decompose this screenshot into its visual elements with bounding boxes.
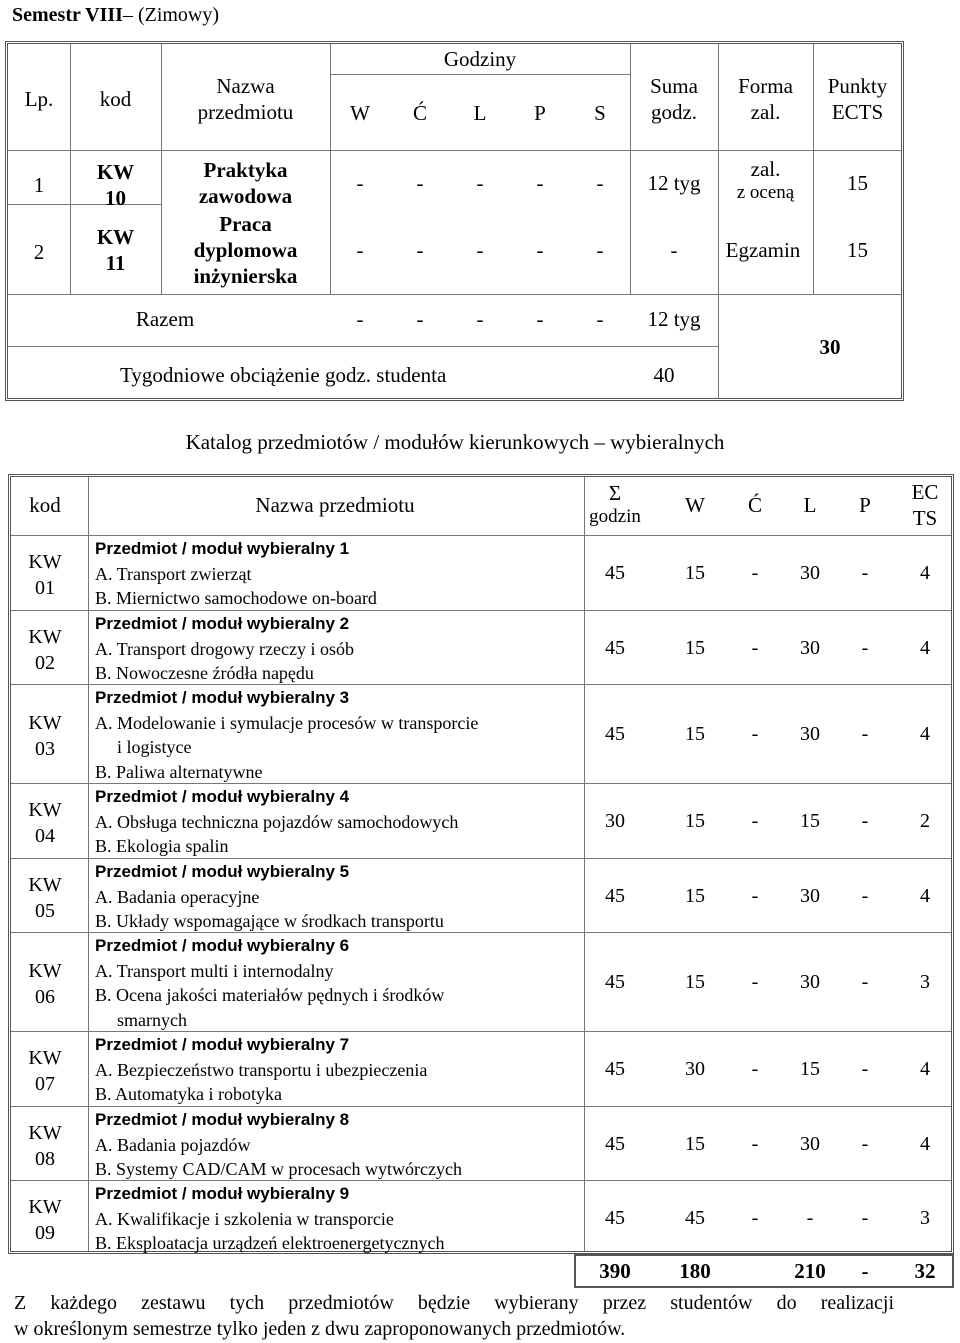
module-option: B. Eksploatacja urządzeń elektroenergetycznych [95, 1233, 445, 1253]
razem-label: Razem [135, 307, 195, 331]
cat-row-sum: 30 [605, 809, 625, 832]
row2-ects: 15 [847, 238, 868, 262]
cat-row-l: 30 [800, 561, 820, 584]
module-option: B. Systemy CAD/CAM w procesach wytwórczych [95, 1159, 462, 1179]
cat-row-w: 15 [685, 884, 705, 907]
module-heading: Przedmiot / moduł wybieralny 8 [95, 1110, 350, 1129]
cat-row-p: - [861, 636, 869, 659]
ects-total: 30 [819, 335, 841, 359]
cat-row-sum: 45 [605, 884, 625, 907]
cat-row-ects: 3 [920, 971, 930, 993]
cat-row-c: - [751, 723, 759, 745]
row2-p: - [536, 238, 544, 262]
tygodniowe-label: Tygodniowe obciążenie godz. studenta [120, 363, 447, 387]
cat-row-names [95, 537, 377, 611]
cat-row-p: - [861, 971, 869, 993]
header-l: L [473, 101, 487, 125]
cat-row-c: - [751, 884, 759, 907]
cat-row-sum: 45 [605, 723, 625, 745]
cat-row-ects: 4 [920, 636, 930, 659]
row1-l: - [476, 171, 484, 195]
cat-row-l: 15 [800, 809, 820, 832]
razem-p: - [536, 307, 544, 331]
module-heading: Przedmiot / moduł wybieralny 3 [95, 688, 350, 707]
row2-c: - [416, 238, 424, 262]
cat-row-w: 15 [685, 1132, 705, 1155]
cat-row-p: - [861, 1206, 869, 1229]
row2-s: - [596, 238, 604, 262]
cat-row-w: 15 [685, 971, 705, 993]
header-p: P [534, 101, 546, 125]
cat-row-c: - [751, 1206, 759, 1229]
cat-row-kod: KW 09 [28, 1195, 62, 1244]
cat-row-names [95, 686, 478, 784]
module-heading: Przedmiot / moduł wybieralny 7 [95, 1035, 350, 1054]
cat-row-ects: 3 [920, 1206, 930, 1229]
row2-forma: Egzamin [725, 238, 801, 262]
cat-row-ects: 4 [920, 884, 930, 907]
module-heading: Przedmiot / moduł wybieralny 9 [95, 1184, 350, 1203]
cat-row-names [95, 1033, 427, 1107]
module-option: A. Transport zwierząt [95, 563, 252, 584]
cat-header-sum: Σ godzin [589, 481, 641, 527]
header-s: S [594, 101, 606, 125]
cat-row-names [95, 785, 458, 859]
cat-row-kod: KW 01 [28, 550, 62, 599]
cat-row-w: 15 [685, 723, 705, 745]
module-option: A. Badania operacyjne [95, 886, 260, 907]
cat-row-w: 15 [685, 561, 705, 584]
row1-ects: 15 [847, 171, 868, 195]
cat-header-ects: EC TS [911, 480, 939, 530]
cat-row-ects: 2 [920, 809, 930, 832]
module-option: A. Transport multi i internodalny [95, 960, 334, 981]
cat-row-ects: 4 [920, 1057, 930, 1080]
cat-row-p: - [861, 1132, 869, 1155]
total-l: 210 [794, 1259, 826, 1283]
cat-row-names [95, 934, 444, 1032]
cat-header-nazwa: Nazwa przedmiotu [255, 493, 415, 517]
cat-row-w: 15 [685, 636, 705, 659]
row1-nazwa: Praktyka zawodowa [198, 157, 293, 208]
module-option: smarnych [117, 1009, 187, 1030]
footnote: Z każdego zestawu tych przedmiotów będzie wybierany przez studentów do realizacji w określonym semestrze tylko jeden z dwu zaproponowanych przedmiotów. [14, 1292, 894, 1340]
cat-row-l: 30 [800, 971, 820, 993]
total-ects: 32 [914, 1259, 936, 1283]
cat-row-sum: 45 [605, 1057, 625, 1080]
module-option: A. Obsługa techniczna pojazdów samochodowych [95, 811, 459, 832]
cat-row-sum: 45 [605, 971, 625, 993]
row1-c: - [416, 171, 424, 195]
cat-row-names [95, 860, 444, 934]
cat-row-c: - [751, 636, 759, 659]
total-sum: 390 [599, 1259, 631, 1283]
module-heading: Przedmiot / moduł wybieralny 2 [95, 614, 350, 633]
cat-row-c: - [751, 1132, 759, 1155]
page-title: Semestr VIII– (Zimowy) [12, 4, 220, 26]
module-option: B. Miernictwo samochodowe on-board [95, 588, 377, 608]
row2-w: - [356, 238, 364, 262]
module-option: B. Paliwa alternatywne [95, 761, 263, 782]
cat-row-ects: 4 [920, 1132, 930, 1155]
razem-s: - [596, 307, 604, 331]
cat-row-l: 15 [800, 1057, 820, 1080]
cat-header-w: W [685, 493, 705, 517]
module-option: B. Układy wspomagające w środkach transportu [95, 911, 444, 931]
cat-row-c: - [751, 561, 759, 584]
module-option: A. Transport drogowy rzeczy i osób [95, 638, 354, 659]
cat-row-w: 15 [685, 809, 705, 832]
cat-row-kod: KW 03 [28, 712, 62, 760]
module-heading: Przedmiot / moduł wybieralny 5 [95, 862, 350, 881]
header-punkty: Punkty ECTS [827, 74, 888, 124]
cat-row-l: 30 [800, 636, 820, 659]
tygodniowe-value: 40 [653, 363, 675, 387]
module-option: A. Kwalifikacje i szkolenia w transporcie [95, 1208, 394, 1229]
catalog-title: Katalog przedmiotów / modułów kierunkowych – wybieralnych [185, 430, 725, 454]
cat-row-p: - [861, 809, 869, 832]
cat-row-sum: 45 [605, 1132, 625, 1155]
razem-c: - [416, 307, 424, 331]
cat-row-kod: KW 05 [28, 873, 62, 922]
cat-row-kod: KW 07 [28, 1046, 62, 1095]
cat-row-kod: KW 06 [28, 960, 62, 1008]
cat-row-p: - [861, 884, 869, 907]
cat-row-kod: KW 02 [28, 625, 62, 674]
row2-kod: KW 11 [96, 225, 135, 275]
cat-row-l: 30 [800, 723, 820, 745]
cat-row-p: - [861, 723, 869, 745]
cat-row-w: 45 [685, 1206, 705, 1229]
cat-row-names [95, 1182, 445, 1256]
header-nazwa: Nazwa przedmiotu [197, 74, 294, 124]
cat-row-sum: 45 [605, 1206, 625, 1229]
cat-row-ects: 4 [920, 723, 930, 745]
cat-row-l: - [806, 1206, 814, 1229]
row2-suma: - [670, 238, 678, 262]
module-option: B. Ekologia spalin [95, 836, 229, 856]
cat-row-l: 30 [800, 1132, 820, 1155]
cat-header-kod: kod [29, 493, 61, 517]
module-option: i logistyce [117, 737, 192, 757]
module-option: B. Ocena jakości materiałów pędnych i środków [95, 985, 445, 1005]
header-w: W [350, 101, 370, 125]
cat-row-kod: KW 08 [28, 1121, 62, 1170]
row2-lp: 2 [33, 240, 45, 264]
cat-row-kod: KW 04 [28, 798, 62, 847]
module-heading: Przedmiot / moduł wybieralny 4 [95, 787, 350, 806]
cat-row-sum: 45 [605, 561, 625, 584]
razem-suma: 12 tyg [647, 307, 701, 331]
header-kod: kod [99, 87, 132, 111]
razem-l: - [476, 307, 484, 331]
row1-kod: KW 10 [96, 160, 135, 210]
row2-nazwa: Praca dyplomowa inżynierska [193, 212, 298, 288]
cat-row-c: - [751, 1057, 759, 1080]
module-heading: Przedmiot / moduł wybieralny 6 [95, 936, 350, 955]
module-heading: Przedmiot / moduł wybieralny 1 [95, 539, 350, 558]
cat-row-names [95, 612, 354, 686]
header-suma: Suma godz. [650, 74, 698, 124]
row1-lp: 1 [33, 173, 45, 197]
cat-row-names [95, 1108, 462, 1182]
header-godziny: Godziny [443, 47, 517, 71]
module-option: A. Bezpieczeństwo transportu i ubezpieczenia [95, 1059, 428, 1080]
cat-row-p: - [861, 1057, 869, 1080]
cat-header-l: L [803, 493, 817, 517]
module-option: B. Automatyka i robotyka [95, 1084, 282, 1104]
total-w: 180 [679, 1259, 711, 1283]
header-forma: Forma zal. [738, 74, 793, 124]
row1-p: - [536, 171, 544, 195]
cat-row-ects: 4 [920, 561, 930, 584]
row1-suma: 12 tyg [647, 171, 701, 195]
cat-header-p: P [859, 493, 871, 517]
cat-row-sum: 45 [605, 636, 625, 659]
cat-row-p: - [861, 561, 869, 584]
cat-row-l: 30 [800, 884, 820, 907]
header-lp: Lp. [24, 87, 54, 111]
razem-w: - [356, 307, 364, 331]
module-option: A. Badania pojazdów [95, 1134, 251, 1155]
row2-l: - [476, 238, 484, 262]
header-c: Ć [412, 101, 427, 125]
row1-forma: zal. z oceną [736, 157, 795, 203]
cat-header-c: Ć [747, 493, 762, 517]
cat-row-c: - [751, 809, 759, 832]
total-p: - [861, 1259, 869, 1283]
module-option: B. Nowoczesne źródła napędu [95, 663, 314, 683]
module-option: A. Modelowanie i symulacje procesów w transporcie [95, 712, 479, 733]
cat-row-w: 30 [685, 1057, 705, 1080]
cat-row-c: - [751, 971, 759, 993]
row1-w: - [356, 171, 364, 195]
row1-s: - [596, 171, 604, 195]
